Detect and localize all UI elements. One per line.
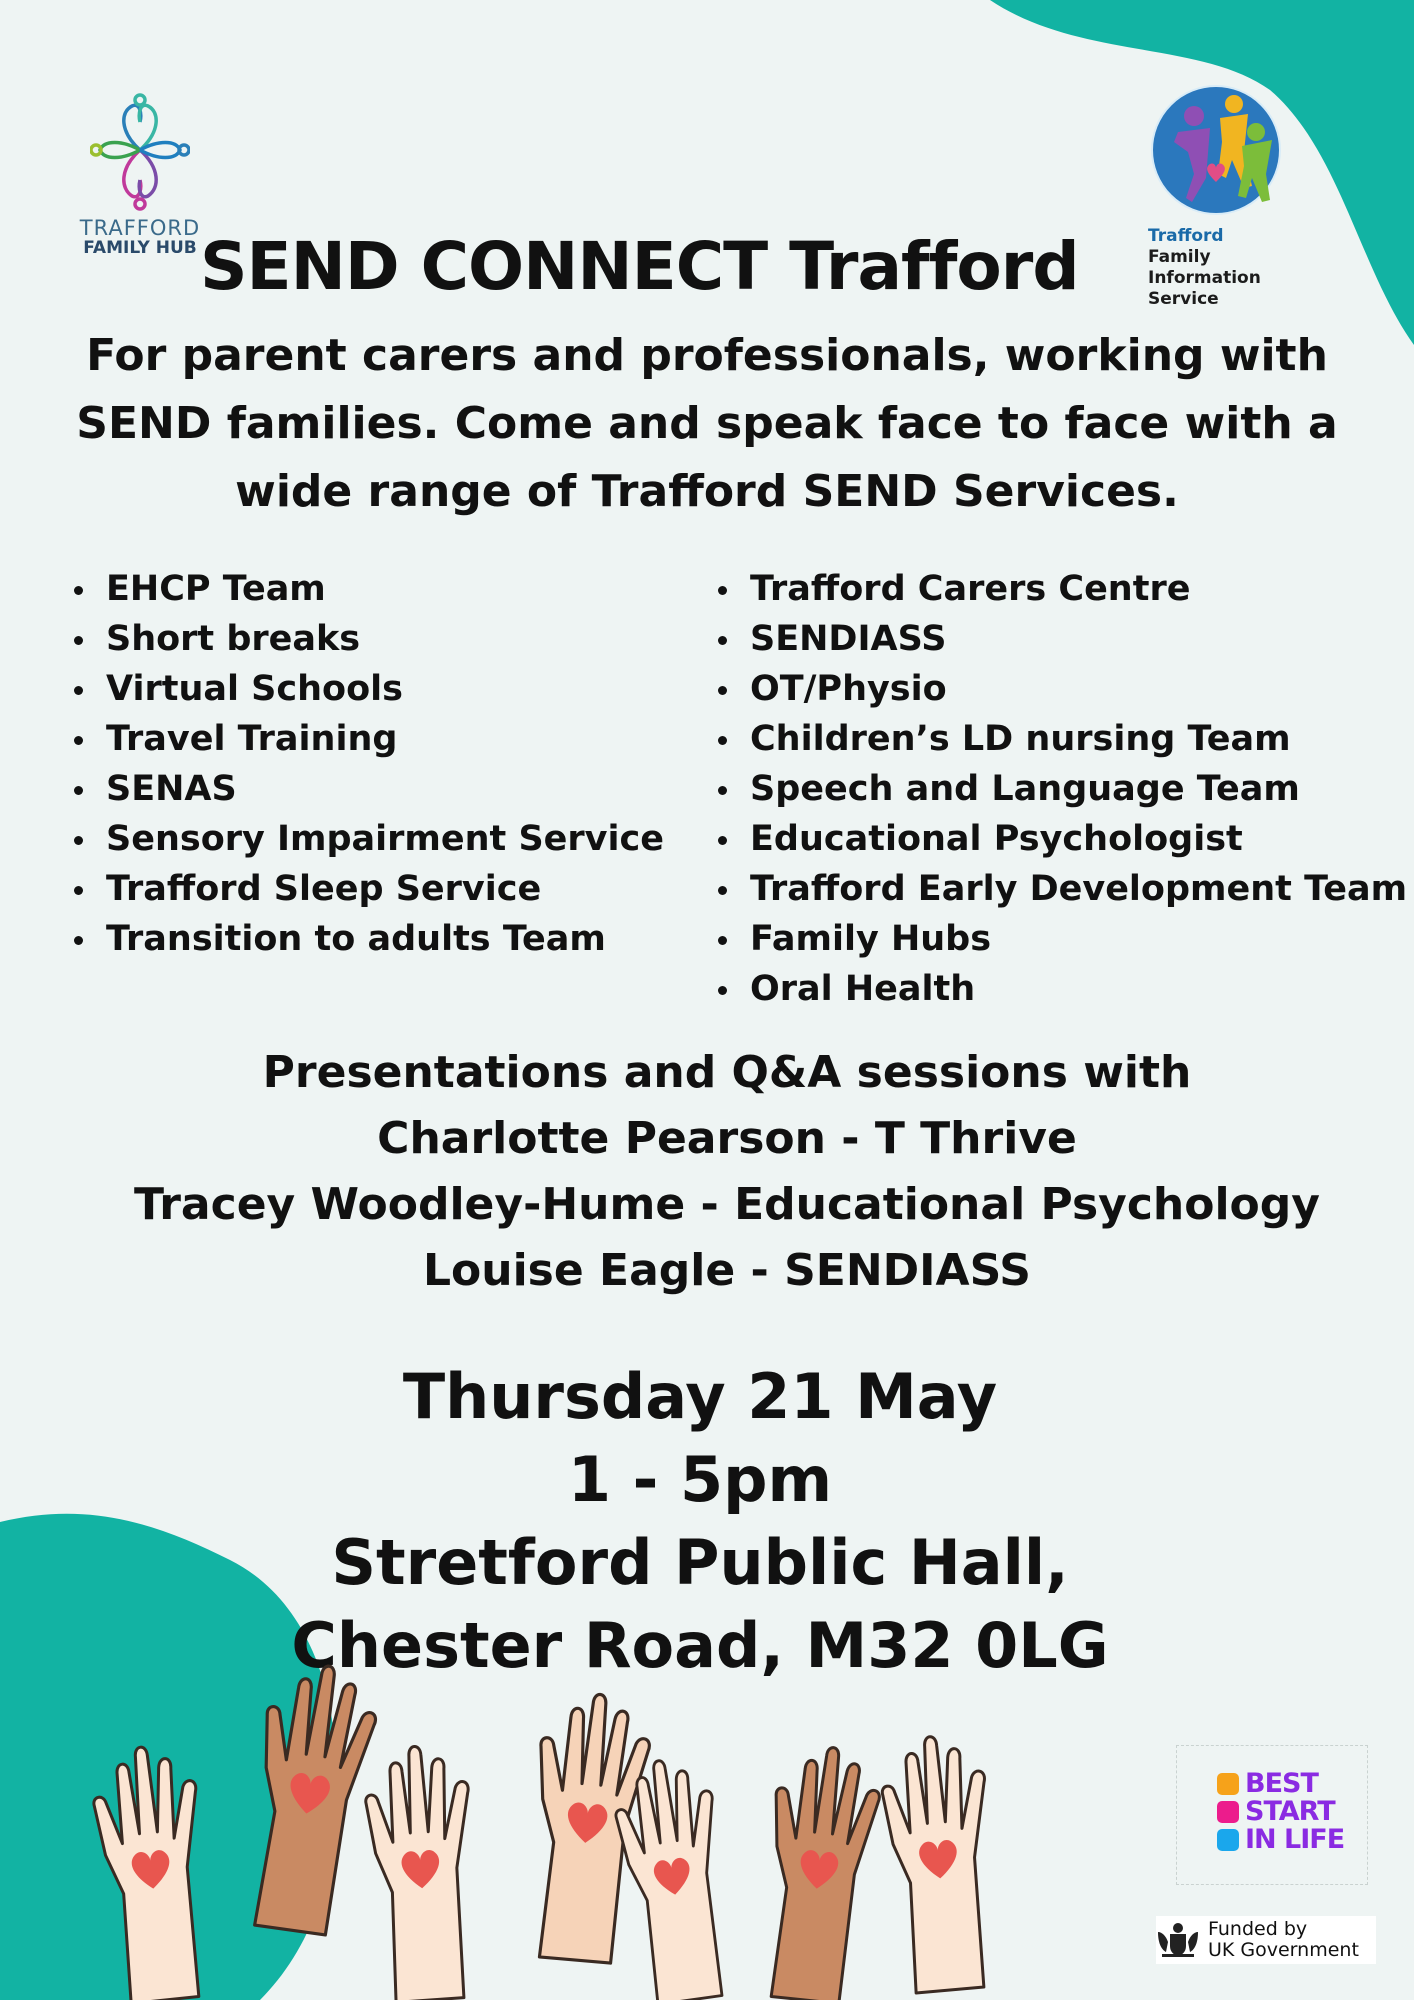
raised-hands-illustration — [0, 1660, 1100, 2000]
list-item: SENAS — [70, 764, 664, 814]
hand-icon — [89, 1742, 218, 2000]
hand-icon — [362, 1743, 482, 2000]
funded-line1: Funded by — [1208, 1918, 1308, 1940]
list-item: Travel Training — [70, 714, 664, 764]
list-item: Educational Psychologist — [714, 814, 1407, 864]
trafford-family-hub-logo — [60, 92, 220, 258]
funded-line2: UK Government — [1208, 1939, 1359, 1961]
fis-line1: Trafford — [1148, 226, 1224, 246]
services-list-left — [70, 564, 664, 964]
intro-text — [40, 322, 1374, 526]
services-list-right — [714, 564, 1407, 1014]
family-hub-emblem-icon — [90, 92, 190, 212]
bsil-line1: BEST — [1245, 1768, 1318, 1799]
fis-line4: Service — [1148, 289, 1219, 309]
page-title: SEND CONNECT Trafford — [200, 228, 1079, 305]
speaker-item: Charlotte Pearson - T Thrive — [377, 1113, 1077, 1164]
list-item: Speech and Language Team — [714, 764, 1407, 814]
hand-icon — [755, 1742, 884, 2000]
list-item: Short breaks — [70, 614, 664, 664]
event-date: Thursday 21 May — [402, 1360, 998, 1433]
intro-line3: wide range of Trafford SEND Services. — [235, 466, 1179, 517]
event-details — [60, 1355, 1340, 1687]
list-item: Transition to adults Team — [70, 914, 664, 964]
speaker-item: Tracey Woodley-Hume - Educational Psychology — [134, 1179, 1320, 1230]
event-address: Chester Road, M32 0LG — [291, 1609, 1109, 1682]
list-item: Family Hubs — [714, 914, 1407, 964]
intro-line2: SEND families. Come and speak face to face with a — [76, 398, 1338, 449]
list-item: SENDIASS — [714, 614, 1407, 664]
intro-line1: For parent carers and professionals, working with — [86, 330, 1328, 381]
event-venue: Stretford Public Hall, — [331, 1526, 1069, 1599]
hand-icon — [238, 1660, 382, 1938]
bsil-line3: IN LIFE — [1245, 1824, 1345, 1855]
bsil-line2: START — [1245, 1796, 1335, 1827]
royal-crest-icon — [1156, 1920, 1200, 1960]
list-item: OT/Physio — [714, 664, 1407, 714]
list-item: Trafford Early Development Team — [714, 864, 1407, 914]
family-hub-line1: TRAFFORD — [79, 216, 201, 240]
hand-icon — [878, 1732, 1003, 1994]
funded-by-uk-government — [1156, 1916, 1376, 1964]
list-item: EHCP Team — [70, 564, 664, 614]
list-item: Children’s LD nursing Team — [714, 714, 1407, 764]
list-item: Sensory Impairment Service — [70, 814, 664, 864]
fis-emblem-icon — [1148, 82, 1284, 218]
presentations-heading: Presentations and Q&A sessions with — [262, 1047, 1192, 1098]
list-item: Oral Health — [714, 964, 1407, 1014]
presentations-block — [60, 1040, 1394, 1304]
best-start-in-life-logo — [1176, 1745, 1368, 1885]
list-item: Virtual Schools — [70, 664, 664, 714]
event-time: 1 - 5pm — [567, 1443, 833, 1516]
fis-line3: Information — [1148, 268, 1261, 288]
list-item: Trafford Carers Centre — [714, 564, 1407, 614]
list-item: Trafford Sleep Service — [70, 864, 664, 914]
fis-line2: Family — [1148, 247, 1211, 267]
speaker-item: Louise Eagle - SENDIASS — [422, 1245, 1031, 1296]
family-hub-line2: FAMILY HUB — [83, 238, 197, 258]
